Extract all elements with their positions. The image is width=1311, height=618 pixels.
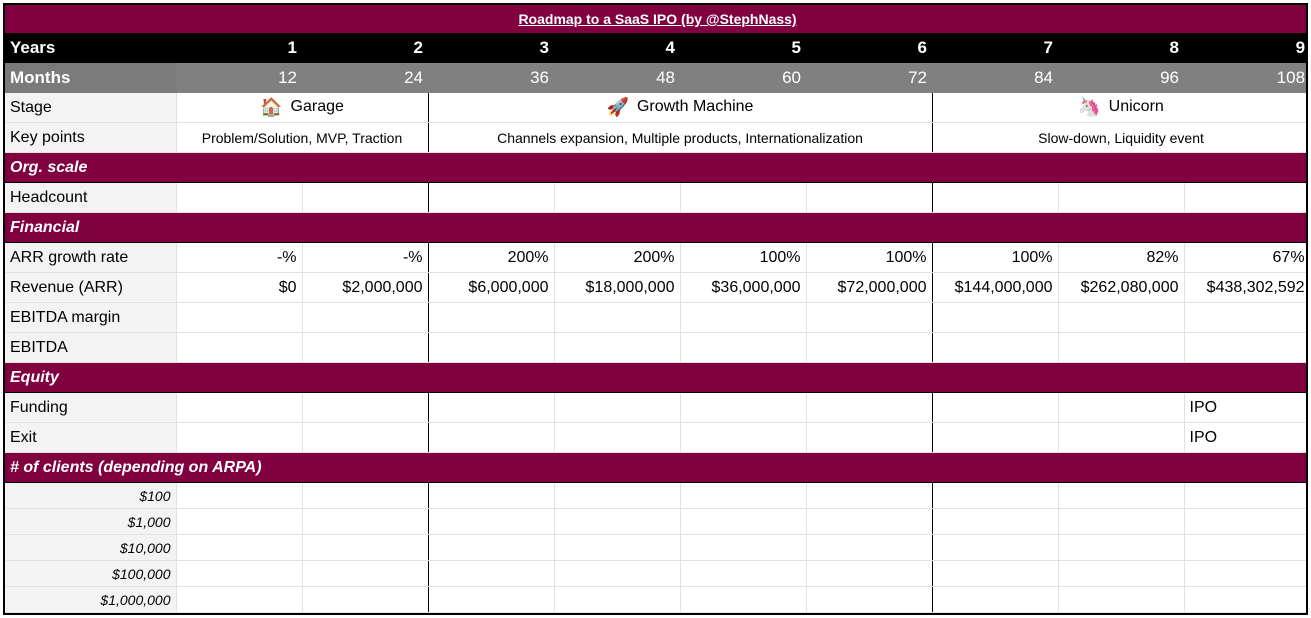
arpa-label[interactable]: $1,000,000 (5, 587, 176, 613)
headcount-row (5, 183, 1308, 213)
cell[interactable] (428, 423, 554, 453)
roadmap-table (5, 5, 1308, 613)
cell[interactable] (428, 303, 554, 333)
cell[interactable] (176, 587, 302, 613)
cell[interactable] (1058, 483, 1184, 509)
cell[interactable] (680, 333, 806, 363)
key-points-label[interactable]: Key points (5, 123, 176, 153)
cell[interactable]: $18,000,000 (554, 273, 680, 303)
year-cell[interactable]: 1 (176, 33, 302, 63)
cell[interactable] (1058, 423, 1184, 453)
cell[interactable]: 67% (1184, 243, 1308, 273)
cell[interactable] (554, 587, 680, 613)
section-header[interactable]: # of clients (depending on ARPA) (5, 453, 1308, 483)
exit-row (5, 423, 1308, 453)
cell[interactable] (806, 509, 932, 535)
month-cell[interactable]: 96 (1058, 63, 1184, 93)
cell[interactable] (1184, 561, 1308, 587)
section-clients (5, 453, 1308, 483)
cell[interactable]: $0 (176, 273, 302, 303)
cell[interactable]: IPO (1184, 393, 1308, 423)
cell[interactable] (1058, 561, 1184, 587)
cell[interactable]: -% (176, 243, 302, 273)
cell[interactable] (428, 509, 554, 535)
cell[interactable] (932, 423, 1058, 453)
cell[interactable] (932, 333, 1058, 363)
cell[interactable] (1058, 303, 1184, 333)
month-cell[interactable]: 12 (176, 63, 302, 93)
spreadsheet (3, 3, 1308, 615)
cell[interactable] (428, 535, 554, 561)
year-cell[interactable]: 5 (680, 33, 806, 63)
cell[interactable] (806, 587, 932, 613)
cell[interactable] (176, 333, 302, 363)
cell[interactable]: $72,000,000 (806, 273, 932, 303)
cell[interactable] (176, 183, 302, 213)
cell[interactable] (1184, 183, 1308, 213)
cell[interactable] (680, 393, 806, 423)
year-cell[interactable]: 4 (554, 33, 680, 63)
arpa-row (5, 587, 1308, 613)
cell[interactable]: 200% (554, 243, 680, 273)
cell[interactable]: $2,000,000 (302, 273, 428, 303)
cell[interactable] (302, 393, 428, 423)
cell[interactable] (1184, 587, 1308, 613)
cell[interactable] (806, 483, 932, 509)
year-cell[interactable]: 3 (428, 33, 554, 63)
cell[interactable]: 200% (428, 243, 554, 273)
cell[interactable] (1058, 333, 1184, 363)
months-row (5, 63, 1308, 93)
sheet-title[interactable]: Roadmap to a SaaS IPO (by @StephNass) (5, 5, 1308, 33)
cell[interactable] (1058, 509, 1184, 535)
cell[interactable] (302, 183, 428, 213)
cell[interactable] (680, 535, 806, 561)
cell[interactable] (806, 561, 932, 587)
cell[interactable] (680, 509, 806, 535)
cell[interactable]: $144,000,000 (932, 273, 1058, 303)
cell[interactable] (1184, 535, 1308, 561)
year-cell[interactable]: 6 (806, 33, 932, 63)
cell[interactable] (932, 535, 1058, 561)
cell[interactable] (932, 509, 1058, 535)
cell[interactable] (428, 483, 554, 509)
cell[interactable] (554, 183, 680, 213)
cell[interactable] (554, 423, 680, 453)
cell[interactable]: $438,302,592 (1184, 273, 1308, 303)
stage-garage[interactable] (176, 93, 428, 123)
cell[interactable] (176, 561, 302, 587)
cell[interactable] (554, 535, 680, 561)
month-cell[interactable]: 108 (1184, 63, 1308, 93)
cell[interactable] (1184, 509, 1308, 535)
month-cell[interactable]: 72 (806, 63, 932, 93)
ebitda-margin-label[interactable]: EBITDA margin (5, 303, 176, 333)
cell[interactable] (554, 561, 680, 587)
months-label[interactable]: Months (5, 63, 176, 93)
stage-growth-text: Growth Machine (636, 98, 754, 115)
cell[interactable] (1058, 587, 1184, 613)
cell[interactable]: $262,080,000 (1058, 273, 1184, 303)
cell[interactable] (302, 587, 428, 613)
cell[interactable] (806, 183, 932, 213)
arpa-label[interactable]: $10,000 (5, 535, 176, 561)
cell[interactable] (554, 393, 680, 423)
cell[interactable] (1058, 535, 1184, 561)
year-cell[interactable]: 7 (932, 33, 1058, 63)
cell[interactable] (806, 535, 932, 561)
headcount-label[interactable]: Headcount (5, 183, 176, 213)
cell[interactable] (302, 509, 428, 535)
cell[interactable] (554, 303, 680, 333)
cell[interactable]: IPO (1184, 423, 1308, 453)
arr-growth-row (5, 243, 1308, 273)
cell[interactable] (176, 423, 302, 453)
cell[interactable] (932, 393, 1058, 423)
ebitda-margin-row (5, 303, 1308, 333)
years-row (5, 33, 1308, 63)
cell[interactable] (554, 333, 680, 363)
cell[interactable] (1184, 483, 1308, 509)
cell[interactable] (302, 561, 428, 587)
cell[interactable] (302, 535, 428, 561)
month-cell[interactable]: 84 (932, 63, 1058, 93)
year-cell[interactable]: 2 (302, 33, 428, 63)
cell[interactable]: -% (302, 243, 428, 273)
month-cell[interactable]: 60 (680, 63, 806, 93)
cell[interactable]: 100% (680, 243, 806, 273)
unicorn-icon: 🦄 (1078, 97, 1101, 117)
cell[interactable] (806, 393, 932, 423)
cell[interactable]: 100% (806, 243, 932, 273)
cell[interactable] (932, 587, 1058, 613)
arr-growth-label[interactable]: ARR growth rate (5, 243, 176, 273)
arpa-row (5, 509, 1308, 535)
cell[interactable] (1184, 303, 1308, 333)
stage-growth[interactable] (428, 93, 932, 123)
cell[interactable] (806, 303, 932, 333)
cell[interactable] (176, 483, 302, 509)
cell[interactable]: $36,000,000 (680, 273, 806, 303)
section-header[interactable]: Financial (5, 213, 1308, 243)
month-cell[interactable]: 24 (302, 63, 428, 93)
cell[interactable] (680, 483, 806, 509)
cell[interactable] (428, 183, 554, 213)
cell[interactable] (932, 303, 1058, 333)
arpa-label[interactable]: $100 (5, 483, 176, 509)
cell[interactable] (302, 423, 428, 453)
cell[interactable] (176, 393, 302, 423)
cell[interactable] (302, 333, 428, 363)
revenue-row (5, 273, 1308, 303)
cell[interactable] (1184, 333, 1308, 363)
cell[interactable] (428, 333, 554, 363)
month-cell[interactable]: 36 (428, 63, 554, 93)
arpa-label[interactable]: $100,000 (5, 561, 176, 587)
title-row (5, 5, 1308, 33)
cell[interactable] (176, 535, 302, 561)
cell[interactable] (1058, 393, 1184, 423)
ebitda-label[interactable]: EBITDA (5, 333, 176, 363)
section-header[interactable]: Org. scale (5, 153, 1308, 183)
years-label[interactable]: Years (5, 33, 176, 63)
cell[interactable] (680, 303, 806, 333)
section-header[interactable]: Equity (5, 363, 1308, 393)
stage-row (5, 93, 1308, 123)
cell[interactable] (680, 587, 806, 613)
key-points-garage[interactable]: Problem/Solution, MVP, Traction (176, 123, 428, 153)
cell[interactable] (176, 303, 302, 333)
stage-garage-text: Garage (290, 98, 344, 115)
year-cell[interactable]: 8 (1058, 33, 1184, 63)
key-points-growth[interactable]: Channels expansion, Multiple products, Internationalization (428, 123, 932, 153)
cell[interactable]: 82% (1058, 243, 1184, 273)
cell[interactable] (680, 423, 806, 453)
cell[interactable]: 100% (932, 243, 1058, 273)
arpa-row (5, 535, 1308, 561)
cell[interactable] (680, 561, 806, 587)
year-cell[interactable]: 9 (1184, 33, 1308, 63)
cell[interactable] (428, 561, 554, 587)
cell[interactable] (428, 587, 554, 613)
cell[interactable] (932, 183, 1058, 213)
funding-row (5, 393, 1308, 423)
arpa-row (5, 561, 1308, 587)
rocket-icon: 🚀 (606, 97, 629, 117)
month-cell[interactable]: 48 (554, 63, 680, 93)
arpa-row (5, 483, 1308, 509)
revenue-label[interactable]: Revenue (ARR) (5, 273, 176, 303)
cell[interactable] (428, 393, 554, 423)
cell[interactable] (1058, 183, 1184, 213)
stage-label[interactable]: Stage (5, 93, 176, 123)
exit-label[interactable]: Exit (5, 423, 176, 453)
cell[interactable] (932, 561, 1058, 587)
cell[interactable] (554, 509, 680, 535)
cell[interactable] (806, 423, 932, 453)
cell[interactable] (176, 509, 302, 535)
section-equity (5, 363, 1308, 393)
stage-unicorn[interactable] (932, 93, 1308, 123)
funding-label[interactable]: Funding (5, 393, 176, 423)
house-icon: 🏠 (260, 97, 283, 117)
cell[interactable] (302, 483, 428, 509)
cell[interactable]: $6,000,000 (428, 273, 554, 303)
arpa-label[interactable]: $1,000 (5, 509, 176, 535)
cell[interactable] (302, 303, 428, 333)
cell[interactable] (932, 483, 1058, 509)
cell[interactable] (806, 333, 932, 363)
cell[interactable] (680, 183, 806, 213)
key-points-row (5, 123, 1308, 153)
stage-unicorn-text: Unicorn (1108, 98, 1164, 115)
section-financial (5, 213, 1308, 243)
section-org (5, 153, 1308, 183)
cell[interactable] (554, 483, 680, 509)
ebitda-row (5, 333, 1308, 363)
key-points-unicorn[interactable]: Slow-down, Liquidity event (932, 123, 1308, 153)
